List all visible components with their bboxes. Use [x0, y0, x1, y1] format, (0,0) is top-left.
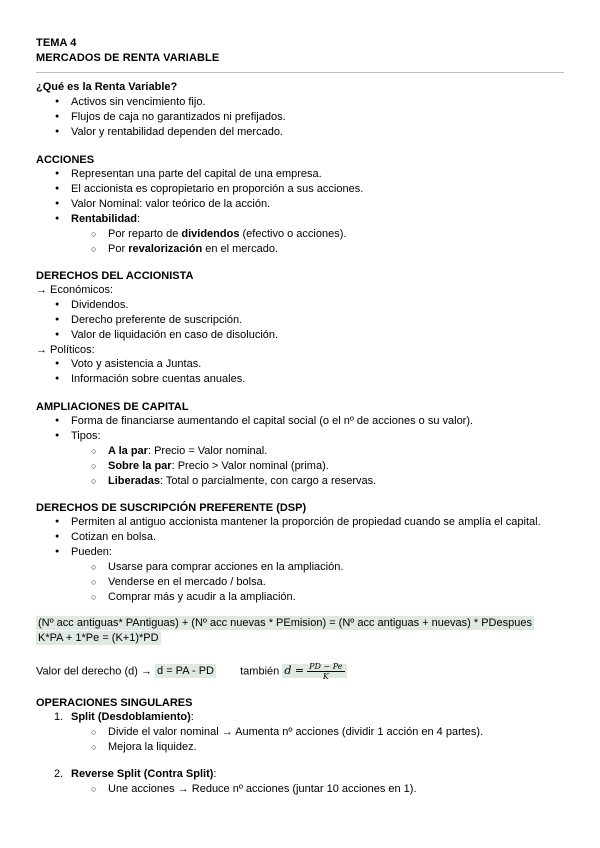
text: en el mercado.	[202, 243, 278, 255]
section-heading-acciones: ACCIONES	[36, 154, 95, 166]
colon: :	[213, 768, 217, 780]
item-number: 1.	[54, 711, 64, 723]
list-item: ● Cotizan en bolsa.	[71, 531, 156, 543]
numbered-item-reverse-split	[54, 768, 216, 780]
section-heading-operaciones: OPERACIONES SINGULARES	[36, 697, 193, 709]
text: : Precio = Valor nominal.	[147, 445, 268, 457]
list-item: ● Voto y asistencia a Juntas.	[71, 358, 201, 370]
valor-derecho-line	[36, 662, 347, 681]
fraction-denominator: K	[322, 672, 329, 681]
fraction-numerator: PD − Pe	[309, 662, 343, 671]
bold-text: Reverse Split (Contra Split)	[71, 768, 214, 780]
sub-list-item: ○ Mejora la liquidez.	[108, 741, 197, 753]
item-number: 2.	[54, 768, 64, 780]
section-heading-derechos: DERECHOS DEL ACCIONISTA	[36, 270, 194, 282]
list-item: ● Valor y rentabilidad dependen del mercado.	[71, 126, 283, 138]
list-item: ● Permiten al antiguo accionista mantener la proporción de propiedad cuando se amplía el capital.	[71, 516, 541, 528]
valor-equation: d = PA - PD	[157, 665, 214, 678]
sub-list-item: ○ Usarse para comprar acciones en la ampliación.	[108, 561, 343, 573]
doc-title-line2: MERCADOS DE RENTA VARIABLE	[36, 52, 220, 64]
list-item: ● Valor Nominal: valor teórico de la acción.	[71, 198, 270, 210]
list-item: ● Representan una parte del capital de una empresa.	[71, 168, 322, 180]
rentabilidad-label: Rentabilidad	[71, 213, 138, 225]
sub-list-item	[108, 460, 329, 472]
sub-list-item: ○ Venderse en el mercado / bolsa.	[108, 576, 266, 588]
math-d: d =	[284, 664, 305, 678]
horizontal-divider	[36, 72, 564, 73]
list-item: ● Dividendos.	[71, 299, 128, 311]
list-item: ● Forma de financiarse aumentando el capital social (o el nº de acciones o su valor).	[71, 415, 473, 427]
bold-text: Split (Desdoblamiento)	[71, 711, 191, 723]
text: (efectivo o acciones).	[239, 228, 347, 240]
list-item: ● Información sobre cuentas anuales.	[71, 373, 245, 385]
sub-list-item	[108, 475, 376, 487]
bold-text: A la par	[108, 445, 148, 457]
list-item-rentabilidad	[71, 213, 140, 225]
formula-text: K*PA + 1*Pe = (K+1)*PD	[38, 632, 159, 644]
text: Por	[108, 243, 129, 255]
text: : Precio > Valor nominal (prima).	[171, 460, 329, 472]
list-item: ● El accionista es copropietario en proporción a sus acciones.	[71, 183, 363, 195]
numbered-item-split	[54, 711, 194, 723]
sub-list-item: ○ Une acciones → Reduce nº acciones (juntar 10 acciones en 1).	[108, 783, 417, 795]
list-item: ● Flujos de caja no garantizados ni prefijados.	[71, 111, 286, 123]
sub-list-item	[108, 445, 267, 457]
bold-text: dividendos	[181, 228, 240, 240]
sub-list-item	[108, 243, 278, 255]
list-item: ● Activos sin vencimiento fijo.	[71, 96, 206, 108]
bold-text: Liberadas	[108, 475, 160, 487]
tambien-label: también	[240, 665, 280, 678]
bold-text: revalorización	[128, 243, 203, 255]
section-heading-ampliaciones: AMPLIACIONES DE CAPITAL	[36, 401, 189, 413]
text: : Total o parcialmente, con cargo a reservas.	[159, 475, 377, 487]
politicos-label: → Políticos:	[36, 344, 95, 356]
colon: :	[137, 213, 141, 225]
list-item: ● Pueden:	[71, 546, 112, 558]
sub-list-item	[108, 228, 346, 240]
list-item: ● Valor de liquidación en caso de disolución.	[71, 329, 278, 341]
text: Por reparto de	[108, 228, 182, 240]
section-heading-dsp: DERECHOS DE SUSCRIPCIÓN PREFERENTE (DSP)	[36, 502, 307, 514]
sub-list-item: ○ Divide el valor nominal → Aumenta nº acciones (dividir 1 acción en 4 partes).	[108, 726, 483, 738]
economicos-label: → Económicos:	[36, 284, 114, 296]
fraction	[307, 662, 344, 681]
list-item: ● Derecho preferente de suscripción.	[71, 314, 242, 326]
formula-text: (Nº acc antiguas* PAntiguas) + (Nº acc nuevas * PEmision) = (Nº acc antiguas + nuevas) * PDespues	[38, 617, 532, 629]
valor-label: Valor del derecho (d) →	[36, 665, 156, 678]
section-heading-renta-variable: ¿Qué es la Renta Variable?	[36, 81, 178, 93]
math-fraction-box	[282, 662, 346, 681]
list-item: ● Tipos:	[71, 430, 101, 442]
formula-line-1	[36, 616, 534, 631]
doc-title-line1: TEMA 4	[36, 37, 77, 49]
colon: :	[190, 711, 194, 723]
sub-list-item: ○ Comprar más y acudir a la ampliación.	[108, 591, 296, 603]
formula-line-2	[36, 631, 161, 646]
bold-text: Sobre la par	[108, 460, 172, 472]
